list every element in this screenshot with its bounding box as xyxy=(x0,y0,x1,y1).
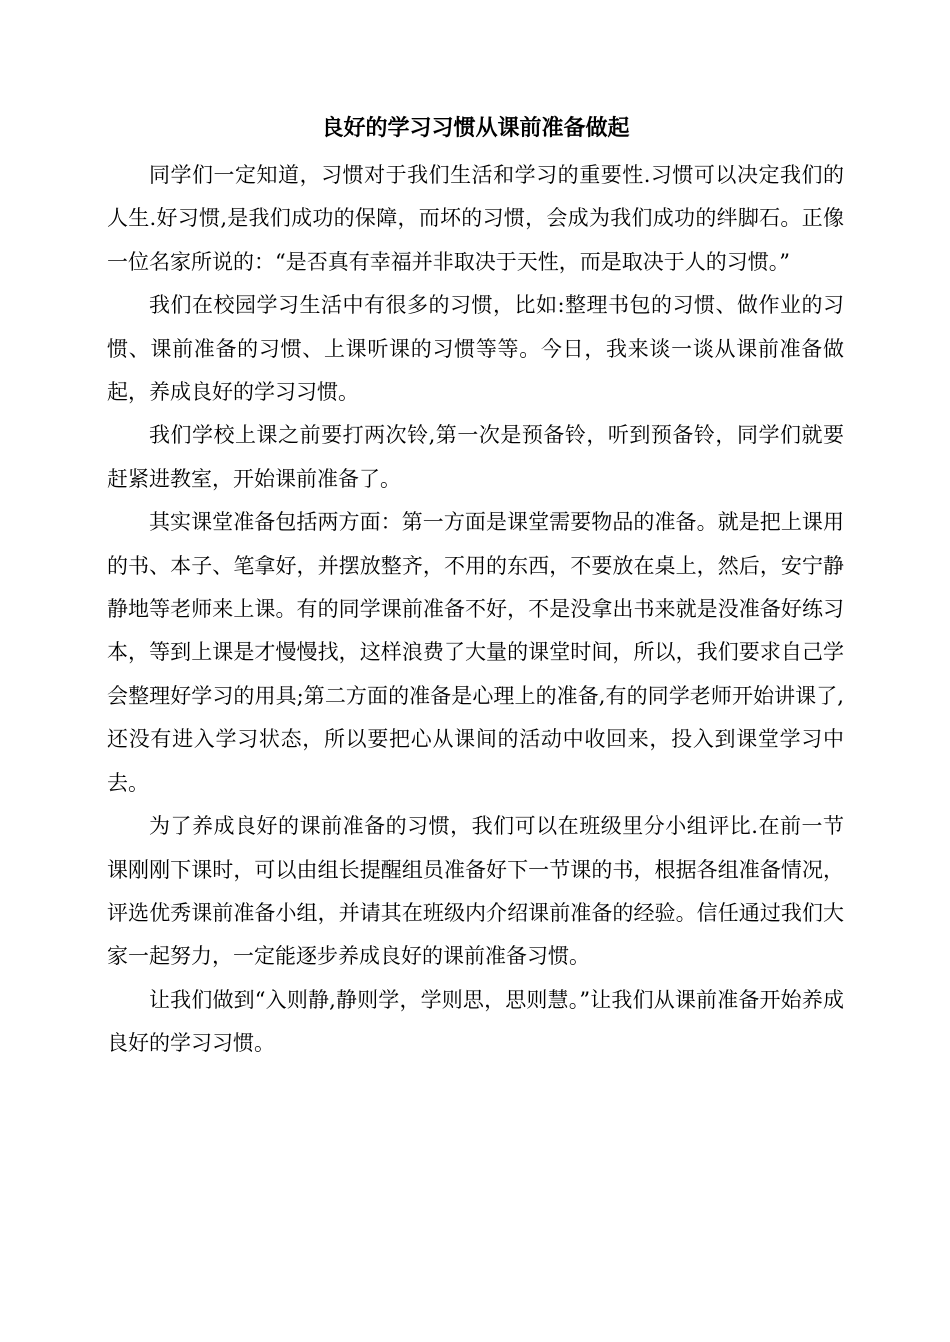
paragraph-2: 我们在校园学习生活中有很多的习惯，比如:整理书包的习惯、做作业的习惯、课前准备的习惯、上课听课的习惯等等。今日，我来谈一谈从课前准备做起，养成良好的学习习惯。 xyxy=(107,293,844,405)
paragraph-1: 同学们一定知道，习惯对于我们生活和学习的重要性.习惯可以决定我们的人生.好习惯,是我们成功的保障，而坏的习惯，会成为我们成功的绊脚石。正像一位名家所说的：“是否真有幸福并非取决于天性，而是取决于人的习惯。” xyxy=(107,163,844,274)
document-title: 良好的学习习惯从课前准备做起 xyxy=(321,115,630,141)
paragraph-6: 让我们做到“入则静,静则学，学则思，思则慧。”让我们从课前准备开始养成良好的学习习惯。 xyxy=(107,987,844,1056)
paragraph-4: 其实课堂准备包括两方面：第一方面是课堂需要物品的准备。就是把上课用的书、本子、笔拿好，并摆放整齐，不用的东西，不要放在桌上，然后，安宁静静地等老师来上课。有的同学课前准备不好，不是没拿出书来就是没准备好练习本，等到上课是才慢慢找，这样浪费了大量的课堂时间，所以，我们要求自己学会整理好学习的用具;第二方面的准备是心理上的准备,有的同学老师开始讲课了,还没有进入学习状态，所以要把心从课间的活动中收回来，投入到课堂学习中去。 xyxy=(107,510,844,795)
paragraph-5: 为了养成良好的课前准备的习惯，我们可以在班级里分小组评比.在前一节课刚刚下课时，可以由组长提醒组员准备好下一节课的书，根据各组准备情况，评选优秀课前准备小组，并请其在班级内介绍课前准备的经验。信任通过我们大家一起努力，一定能逐步养成良好的课前准备习惯。 xyxy=(107,814,844,969)
paragraph-3: 我们学校上课之前要打两次铃,第一次是预备铃，听到预备铃，同学们就要赶紧进教室，开始课前准备了。 xyxy=(107,423,844,491)
